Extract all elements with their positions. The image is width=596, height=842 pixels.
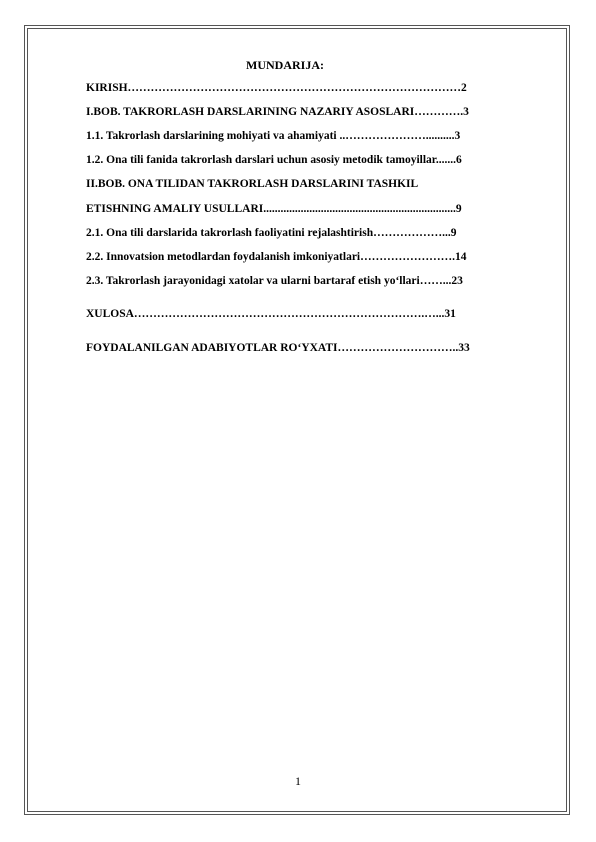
toc-entry-section-1-2: 1.2. Ona tili fanida takrorlash darslari uchun asosiy metodik tamoyillar.......6	[86, 154, 462, 166]
toc-entry-section-2-1: 2.1. Ona tili darslarida takrorlash faoliyatini rejalashtirish………………...9	[86, 227, 457, 239]
toc-entry-chapter-1: I.BOB. TAKRORLASH DARSLARINING NAZARIY ASOSLARI………….3	[86, 106, 469, 118]
toc-entry-section-1-1: 1.1. Takrorlash darslarining mohiyati va ahamiyati ..…………………..........3	[86, 130, 461, 142]
toc-entry-chapter-2-line-2: ETISHNING AMALIY USULLARI...................................................................9	[86, 203, 462, 215]
page-number: 1	[295, 774, 301, 788]
page-border-inner	[27, 28, 567, 812]
toc-entry-section-2-2: 2.2. Innovatsion metodlardan foydalanish imkoniyatlari…………………….14	[86, 251, 467, 263]
toc-title: MUNDARIJA:	[246, 58, 324, 72]
toc-entry-xulosa: XULOSA………………………………………………………………….…...31	[86, 308, 456, 320]
toc-entry-chapter-2-line-1: II.BOB. ONA TILIDAN TAKRORLASH DARSLARINI TASHKIL	[86, 178, 419, 190]
toc-entry-kirish: KIRISH……………………………………………………………………………2	[86, 82, 467, 94]
toc-entry-section-2-3: 2.3. Takrorlash jarayonidagi xatolar va ularni bartaraf etish yo‘llari……...23	[86, 275, 463, 287]
toc-entry-references: FOYDALANILGAN ADABIYOTLAR RO‘YXATI…………………………..33	[86, 342, 470, 354]
